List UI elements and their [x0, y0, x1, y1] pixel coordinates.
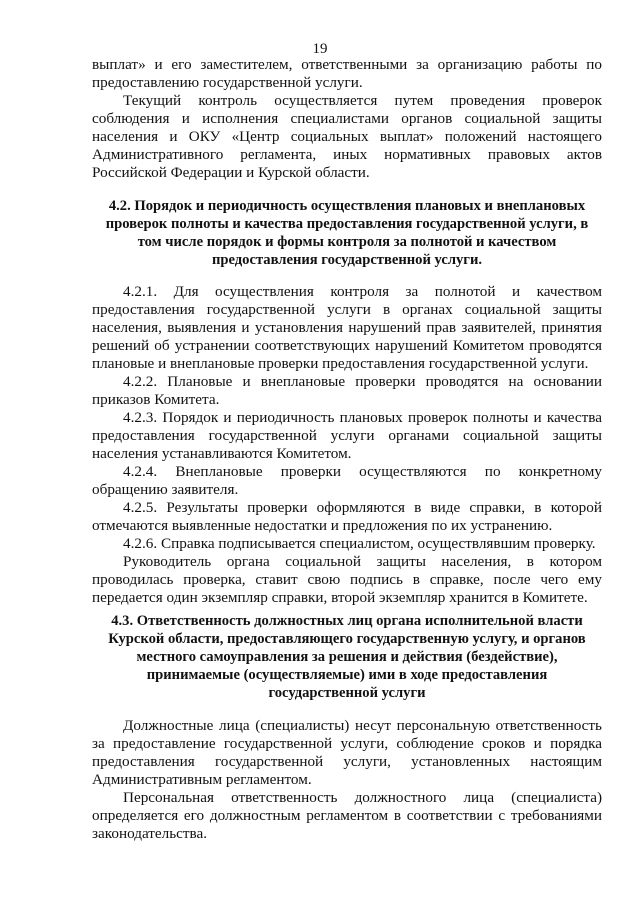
section-4-3-body [92, 717, 602, 843]
paragraph-personal-responsibility: Персональная ответственность должностного лица (специалиста) определяется его должностным регламентом в соответствии с требованиями законодательства. [92, 789, 602, 842]
paragraph-4-2-1: 4.2.1. Для осуществления контроля за полнотой и качеством предоставления государственной услуги в органах социальной защиты населения, выявления и установления нарушений прав заявителей, принятия решений об устранении соответствующих нарушений Комитетом проводятся плановые и внеплановые проверки предоставления государственной услуги. [92, 283, 602, 372]
paragraph-4-2-4: 4.2.4. Внеплановые проверки осуществляются по конкретному обращению заявителя. [92, 463, 602, 498]
paragraph-officials-responsibility: Должностные лица (специалисты) несут персональную ответственность за предоставление государственной услуги, соблюдение сроков и порядка предоставления государственной услуги, установленных настоящим Административным регламентом. [92, 717, 602, 788]
page-number: 19 [312, 41, 328, 57]
section-4-2-heading-block [98, 197, 596, 269]
paragraph-4-2-2: 4.2.2. Плановые и внеплановые проверки проводятся на основании приказов Комитета. [92, 373, 602, 408]
paragraph-head-signature: Руководитель органа социальной защиты населения, в котором проводилась проверка, ставит свою подпись в справке, после чего ему передается один экземпляр справки, второй экземпляр хранится в Комитете. [92, 553, 602, 606]
section-4-3-heading-block [104, 612, 590, 702]
intro-paragraph-1: выплат» и его заместителем, ответственными за организацию работы по предоставлению государственной услуги. [92, 56, 602, 91]
section-4-2-body [92, 283, 602, 607]
paragraph-4-2-5: 4.2.5. Результаты проверки оформляются в виде справки, в которой отмечаются выявленные недостатки и предложения по их устранению. [92, 499, 602, 534]
section-4-2-heading: 4.2. Порядок и периодичность осуществления плановых и внеплановых проверок полноты и качества предоставления государственной услуги, в том числе порядок и формы контроля за полнотой и качеством предоставления государственной услуги. [105, 198, 589, 268]
paragraph-4-2-6: 4.2.6. Справка подписывается специалистом, осуществлявшим проверку. [123, 535, 596, 552]
intro-paragraph-2: Текущий контроль осуществляется путем проведения проверок соблюдения и исполнения специалистами органов социальной защиты населения и ОКУ «Центр социальных выплат» положений настоящего Административного регламента, иных нормативных правовых актов Российской Федерации и Курской области. [92, 92, 602, 181]
intro-block [92, 56, 602, 182]
section-4-3-heading: 4.3. Ответственность должностных лиц органа исполнительной власти Курской области, предоставляющего государственную услугу, и органов местного самоуправления за решения и действия (бездействие), принимаемые (осуществляемые) ими в ходе предоставления государственной услуги [108, 613, 586, 701]
paragraph-4-2-3: 4.2.3. Порядок и периодичность плановых проверок полноты и качества предоставления государственной услуги органами социальной защиты населения устанавливаются Комитетом. [92, 409, 602, 462]
